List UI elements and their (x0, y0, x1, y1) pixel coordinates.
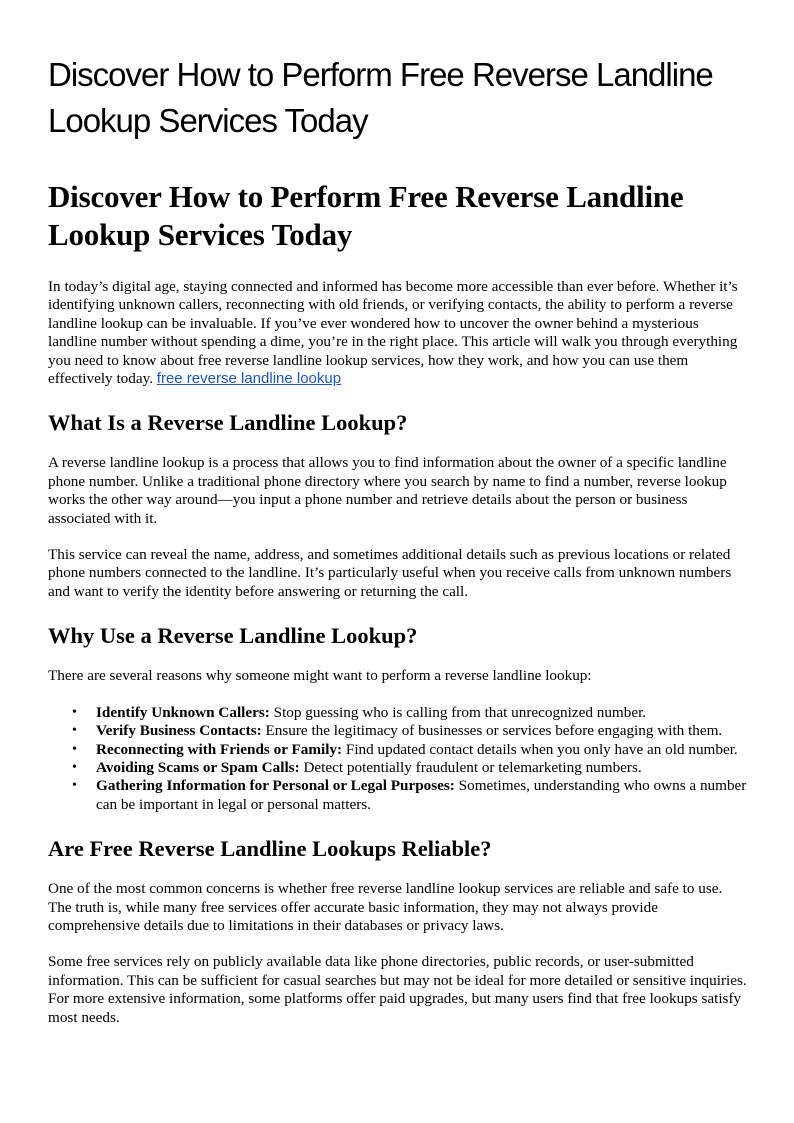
why-intro-paragraph: There are several reasons why someone might want to perform a reverse landline lookup: (48, 667, 592, 685)
list-item (72, 703, 748, 722)
section-heading-reliable: Are Free Reverse Landline Lookups Reliable? (48, 836, 492, 862)
article-heading: Discover How to Perform Free Reverse Landline Lookup Services Today (48, 179, 684, 252)
list-item-label: Gathering Information for Personal or Legal Purposes: (96, 777, 455, 795)
section-heading-why: Why Use a Reverse Landline Lookup? (48, 623, 418, 649)
intro-paragraph (48, 278, 748, 388)
list-item-text: Sometimes, understanding who owns a number can be important in legal or personal matters. (96, 777, 747, 813)
intro-text: In today’s digital age, staying connected and informed has become more accessible than ever before. Whether it’s identifying unknown callers, reconnecting with old friends, or verifying contacts, the ability to perform a reverse landline lookup can be invaluable. If you’ve ever wondered how to uncover the owner behind a mysterious landline number without spending a dime, you’re in the right place. This article will walk you through everything you need to know about free reverse landline lookup services, how they work, and how you can use them effectively today. (48, 278, 738, 388)
list-item (72, 740, 748, 759)
list-item (72, 777, 748, 814)
reasons-list (48, 704, 748, 814)
bullet-icon: • (72, 778, 77, 794)
list-item-text: Detect potentially fraudulent or telemarketing numbers. (303, 758, 642, 776)
list-item-label: Reconnecting with Friends or Family: (96, 740, 343, 758)
what-paragraph-1: A reverse landline lookup is a process that allows you to find information about the owner of a specific landline phone number. Unlike a traditional phone directory where you search by name to find a number, reverse lookup works the other way around—you input a phone number and retrieve details about the person or business associated with it. (48, 454, 727, 527)
list-item-label: Avoiding Scams or Spam Calls: (96, 758, 300, 776)
list-item (72, 758, 748, 777)
reliable-paragraph-2: Some free services rely on publicly available data like phone directories, public records, or user-submitted information. This can be sufficient for casual searches but may not be ideal for more detailed or sensitive inquiries. For more extensive information, some platforms offer paid upgrades, but many users find that free lookups satisfy most needs. (48, 953, 747, 1026)
article-body (48, 178, 748, 1027)
bullet-icon: • (72, 704, 77, 720)
document-title: Discover How to Perform Free Reverse Landline Lookup Services Today (48, 56, 713, 139)
free-lookup-link[interactable]: free reverse landline lookup (156, 370, 342, 388)
what-paragraph-2: This service can reveal the name, address, and sometimes additional details such as previous locations or related phone numbers connected to the landline. It’s particularly useful when you receive calls from unknown numbers and want to verify the identity before answering or returning the call. (48, 546, 732, 600)
list-item-text: Find updated contact details when you only have an old number. (345, 740, 738, 758)
list-item-text: Stop guessing who is calling from that unrecognized number. (273, 703, 647, 721)
bullet-icon: • (72, 759, 77, 775)
list-item-label: Verify Business Contacts: (96, 722, 262, 740)
section-heading-what: What Is a Reverse Landline Lookup? (48, 410, 408, 436)
list-item-text: Ensure the legitimacy of businesses or services before engaging with them. (265, 722, 723, 740)
list-item-label: Identify Unknown Callers: (96, 703, 270, 721)
reliable-paragraph-1: One of the most common concerns is whether free reverse landline lookup services are reliable and safe to use. The truth is, while many free services offer accurate basic information, they may not always provide comprehensive details due to limitations in their databases or privacy laws. (48, 880, 723, 934)
bullet-icon: • (72, 741, 77, 757)
bullet-icon: • (72, 723, 77, 739)
list-item (72, 722, 748, 740)
